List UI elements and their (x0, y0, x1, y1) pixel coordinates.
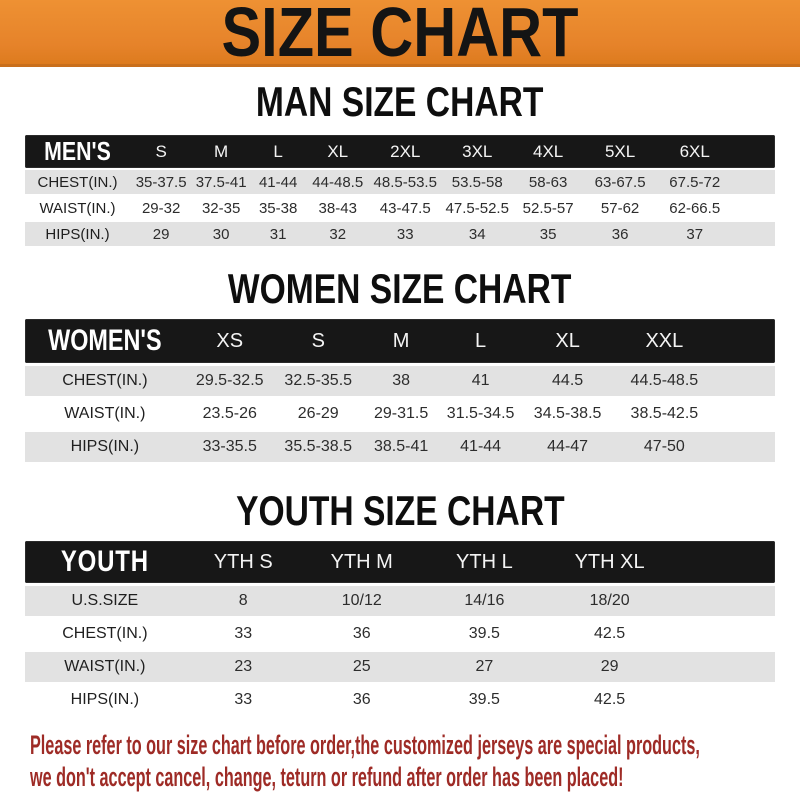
men-cell: 35-37.5 (135, 173, 187, 191)
youth-table-row (25, 619, 775, 649)
youth-cell: 39.5 (468, 691, 500, 708)
men-table-row (25, 222, 775, 246)
men-header-size: M (214, 141, 229, 161)
youth-row-label: U.S.SIZE (71, 592, 139, 609)
women-table-row (25, 366, 775, 396)
women-size-table (25, 319, 775, 462)
men-cell: 53.5-58 (451, 173, 503, 191)
men-cell: 31 (269, 225, 287, 243)
women-cell: 41-44 (460, 438, 502, 455)
women-header-size: S (311, 329, 325, 352)
men-cell: 57-62 (600, 199, 640, 217)
women-header-size: XL (555, 329, 580, 352)
women-header-label: WOMEN'S (48, 324, 162, 357)
youth-cell: 42.5 (594, 625, 626, 642)
youth-table-header-row (25, 541, 775, 583)
women-section-heading (0, 266, 800, 312)
women-table-header-row (25, 319, 775, 363)
women-table-row (25, 399, 775, 429)
men-cell: 35-38 (258, 199, 298, 217)
women-cell: 38.5-41 (373, 438, 429, 455)
men-cell: 52.5-57 (522, 199, 574, 217)
men-row-label: HIPS(IN.) (45, 225, 110, 243)
women-row-label: HIPS(IN.) (70, 438, 140, 455)
youth-section-heading (0, 488, 800, 534)
youth-cell: 8 (238, 592, 248, 609)
men-header-size: 5XL (604, 141, 636, 161)
women-cell: 31.5-34.5 (446, 405, 515, 422)
men-table-row (25, 170, 775, 194)
women-header-size: XXL (645, 329, 684, 352)
men-cell: 48.5-53.5 (373, 173, 437, 191)
women-cell: 44.5 (552, 372, 584, 389)
youth-header-size: YTH XL (574, 550, 645, 573)
men-row-label: CHEST(IN.) (37, 173, 118, 191)
men-cell: 37.5-41 (195, 173, 247, 191)
men-cell: 34 (468, 225, 486, 243)
men-cell: 32-35 (201, 199, 241, 217)
youth-row-label: CHEST(IN.) (62, 625, 148, 642)
women-cell: 44-47 (547, 438, 589, 455)
men-cell: 33 (396, 225, 414, 243)
men-size-table (25, 135, 775, 246)
men-header-label: MEN'S (44, 136, 111, 166)
youth-cell: 33 (234, 625, 253, 642)
youth-header-size: YTH S (213, 550, 273, 573)
women-cell: 47-50 (643, 438, 685, 455)
youth-cell: 36 (352, 625, 371, 642)
banner-title: SIZE CHART (221, 0, 579, 71)
women-cell: 41 (471, 372, 490, 389)
men-header-size: XL (327, 141, 349, 161)
men-cell: 43-47.5 (379, 199, 431, 217)
women-row-label: CHEST(IN.) (62, 372, 148, 389)
youth-cell: 39.5 (468, 625, 500, 642)
youth-cell: 36 (352, 691, 371, 708)
size-chart-banner (0, 0, 800, 71)
men-cell: 37 (686, 225, 704, 243)
youth-heading-text: YOUTH SIZE CHART (235, 487, 565, 534)
men-cell: 58-63 (528, 173, 568, 191)
men-cell: 67.5-72 (669, 173, 721, 191)
men-table-header-row (25, 135, 775, 168)
women-cell: 38.5-42.5 (630, 405, 699, 422)
men-header-size: 2XL (390, 141, 421, 161)
youth-table-row (25, 652, 775, 682)
women-header-size: M (392, 329, 410, 352)
youth-cell: 27 (475, 658, 494, 675)
men-cell: 32 (329, 225, 347, 243)
men-cell: 36 (611, 225, 629, 243)
youth-header-size: YTH L (456, 550, 513, 573)
women-cell: 33-35.5 (202, 438, 257, 455)
youth-row-label: WAIST(IN.) (64, 658, 146, 675)
men-cell: 62-66.5 (669, 199, 721, 217)
youth-size-table (25, 541, 775, 715)
men-header-size: 4XL (532, 141, 564, 161)
youth-cell: 33 (234, 691, 253, 708)
men-row-label: WAIST(IN.) (39, 199, 116, 217)
women-cell: 32.5-35.5 (284, 372, 353, 389)
women-heading-text: WOMEN SIZE CHART (228, 265, 572, 312)
men-header-size: L (273, 141, 283, 161)
men-cell: 47.5-52.5 (445, 199, 509, 217)
men-cell: 35 (539, 225, 557, 243)
man-heading-text: MAN SIZE CHART (256, 78, 544, 125)
youth-header-label: YOUTH (60, 545, 149, 578)
men-table-row (25, 196, 775, 220)
men-cell: 30 (212, 225, 230, 243)
youth-cell: 10/12 (341, 592, 382, 609)
women-cell: 26-29 (297, 405, 339, 422)
youth-cell: 23 (234, 658, 253, 675)
women-cell: 29.5-32.5 (195, 372, 264, 389)
men-cell: 44-48.5 (312, 173, 364, 191)
women-cell: 38 (392, 372, 410, 389)
youth-table-row (25, 685, 775, 715)
man-section-heading (0, 79, 800, 125)
men-cell: 41-44 (258, 173, 298, 191)
women-cell: 44.5-48.5 (630, 372, 699, 389)
youth-cell: 29 (600, 658, 619, 675)
disclaimer-line-1: Please refer to our size chart before order,the customized jerseys are special products, (30, 730, 700, 760)
youth-cell: 42.5 (594, 691, 626, 708)
youth-cell: 25 (352, 658, 371, 675)
men-cell: 29 (152, 225, 170, 243)
men-cell: 63-67.5 (594, 173, 646, 191)
men-header-size: 3XL (462, 141, 493, 161)
youth-header-size: YTH M (330, 550, 393, 573)
women-header-size: L (475, 329, 487, 352)
women-cell: 23.5-26 (202, 405, 257, 422)
youth-row-label: HIPS(IN.) (70, 691, 140, 708)
men-cell: 29-32 (141, 199, 181, 217)
disclaimer-line-2: we don't accept cancel, change, teturn or refund after order has been placed! (30, 762, 624, 792)
men-cell: 38-43 (318, 199, 357, 217)
youth-table-row (25, 586, 775, 616)
women-cell: 35.5-38.5 (284, 438, 353, 455)
youth-cell: 14/16 (464, 592, 505, 609)
men-header-size: 6XL (679, 141, 710, 161)
men-header-size: S (155, 141, 167, 161)
youth-cell: 18/20 (589, 592, 630, 609)
women-cell: 29-31.5 (373, 405, 429, 422)
disclaimer-text (30, 729, 800, 793)
women-row-label: WAIST(IN.) (64, 405, 146, 422)
women-table-row (25, 432, 775, 462)
women-cell: 34.5-38.5 (533, 405, 602, 422)
women-header-size: XS (216, 329, 244, 352)
